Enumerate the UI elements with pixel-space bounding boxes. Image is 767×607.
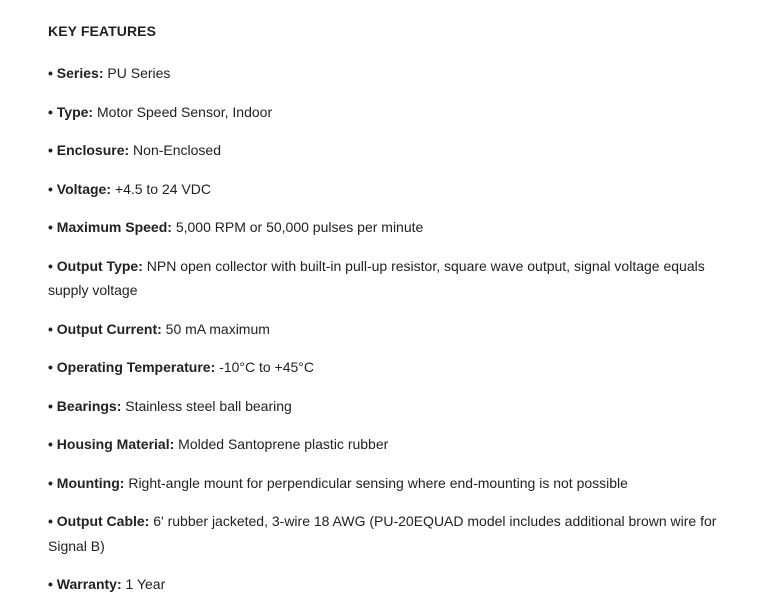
bullet: • [48, 320, 53, 337]
feature-item-operating-temperature [48, 355, 738, 380]
feature-value: 5,000 RPM or 50,000 pulses per minute [175, 219, 424, 235]
bullet: • [48, 103, 53, 120]
feature-item-enclosure [48, 138, 738, 163]
feature-label: Output Current: [56, 320, 162, 337]
feature-value: 50 mA maximum [165, 320, 270, 337]
bullet: • [48, 65, 53, 81]
feature-item-bearings [48, 394, 738, 419]
feature-value: Motor Speed Sensor, Indoor [97, 103, 273, 120]
feature-value: -10°C to +45°C [219, 359, 314, 375]
feature-label: Mounting: [56, 474, 125, 491]
feature-label: Housing Material: [56, 436, 175, 452]
feature-label: Output Type: [56, 257, 143, 274]
bullet: • [48, 436, 53, 452]
feature-label: Output Cable: [56, 513, 150, 529]
feature-label: Series: [56, 65, 104, 81]
feature-value: Non-Enclosed [133, 142, 221, 158]
bullet: • [48, 474, 53, 491]
feature-item-mounting [48, 471, 738, 496]
feature-item-warranty [48, 572, 738, 597]
feature-label: Bearings: [56, 397, 122, 414]
feature-label: Warranty: [56, 576, 122, 592]
feature-value: PU Series [107, 65, 171, 81]
section-heading: KEY FEATURES [48, 23, 157, 39]
feature-label: Operating Temperature: [56, 359, 216, 375]
bullet: • [48, 576, 53, 592]
feature-item-voltage [48, 177, 738, 202]
bullet: • [48, 513, 53, 529]
bullet: • [48, 359, 53, 375]
feature-value: Right-angle mount for perpendicular sensing where end-mounting is not possible [128, 474, 628, 491]
feature-label: Type: [56, 103, 94, 120]
bullet: • [48, 257, 53, 274]
feature-value: Molded Santoprene plastic rubber [178, 436, 389, 452]
feature-item-output-type [48, 254, 738, 303]
feature-item-output-current [48, 317, 738, 342]
feature-item-type [48, 100, 738, 125]
feature-item-housing-material [48, 432, 738, 457]
bullet: • [48, 142, 53, 158]
feature-value: 6' rubber jacketed, 3-wire 18 AWG (PU-20EQUAD model includes additional brown wire for Signal B) [48, 513, 717, 554]
feature-value: Stainless steel ball bearing [125, 397, 292, 414]
feature-list [48, 61, 738, 597]
bullet: • [48, 397, 53, 414]
feature-item-series [48, 61, 738, 86]
key-features-section [48, 22, 738, 597]
bullet: • [48, 219, 53, 235]
bullet: • [48, 180, 53, 197]
feature-value: 1 Year [125, 576, 166, 592]
feature-label: Voltage: [56, 180, 111, 197]
feature-item-maximum-speed [48, 215, 738, 240]
feature-label: Maximum Speed: [56, 219, 172, 235]
feature-item-output-cable [48, 509, 738, 558]
feature-value: +4.5 to 24 VDC [114, 180, 212, 197]
feature-label: Enclosure: [56, 142, 130, 158]
feature-value: NPN open collector with built-in pull-up resistor, square wave output, signal voltage equals supply voltage [48, 257, 705, 298]
